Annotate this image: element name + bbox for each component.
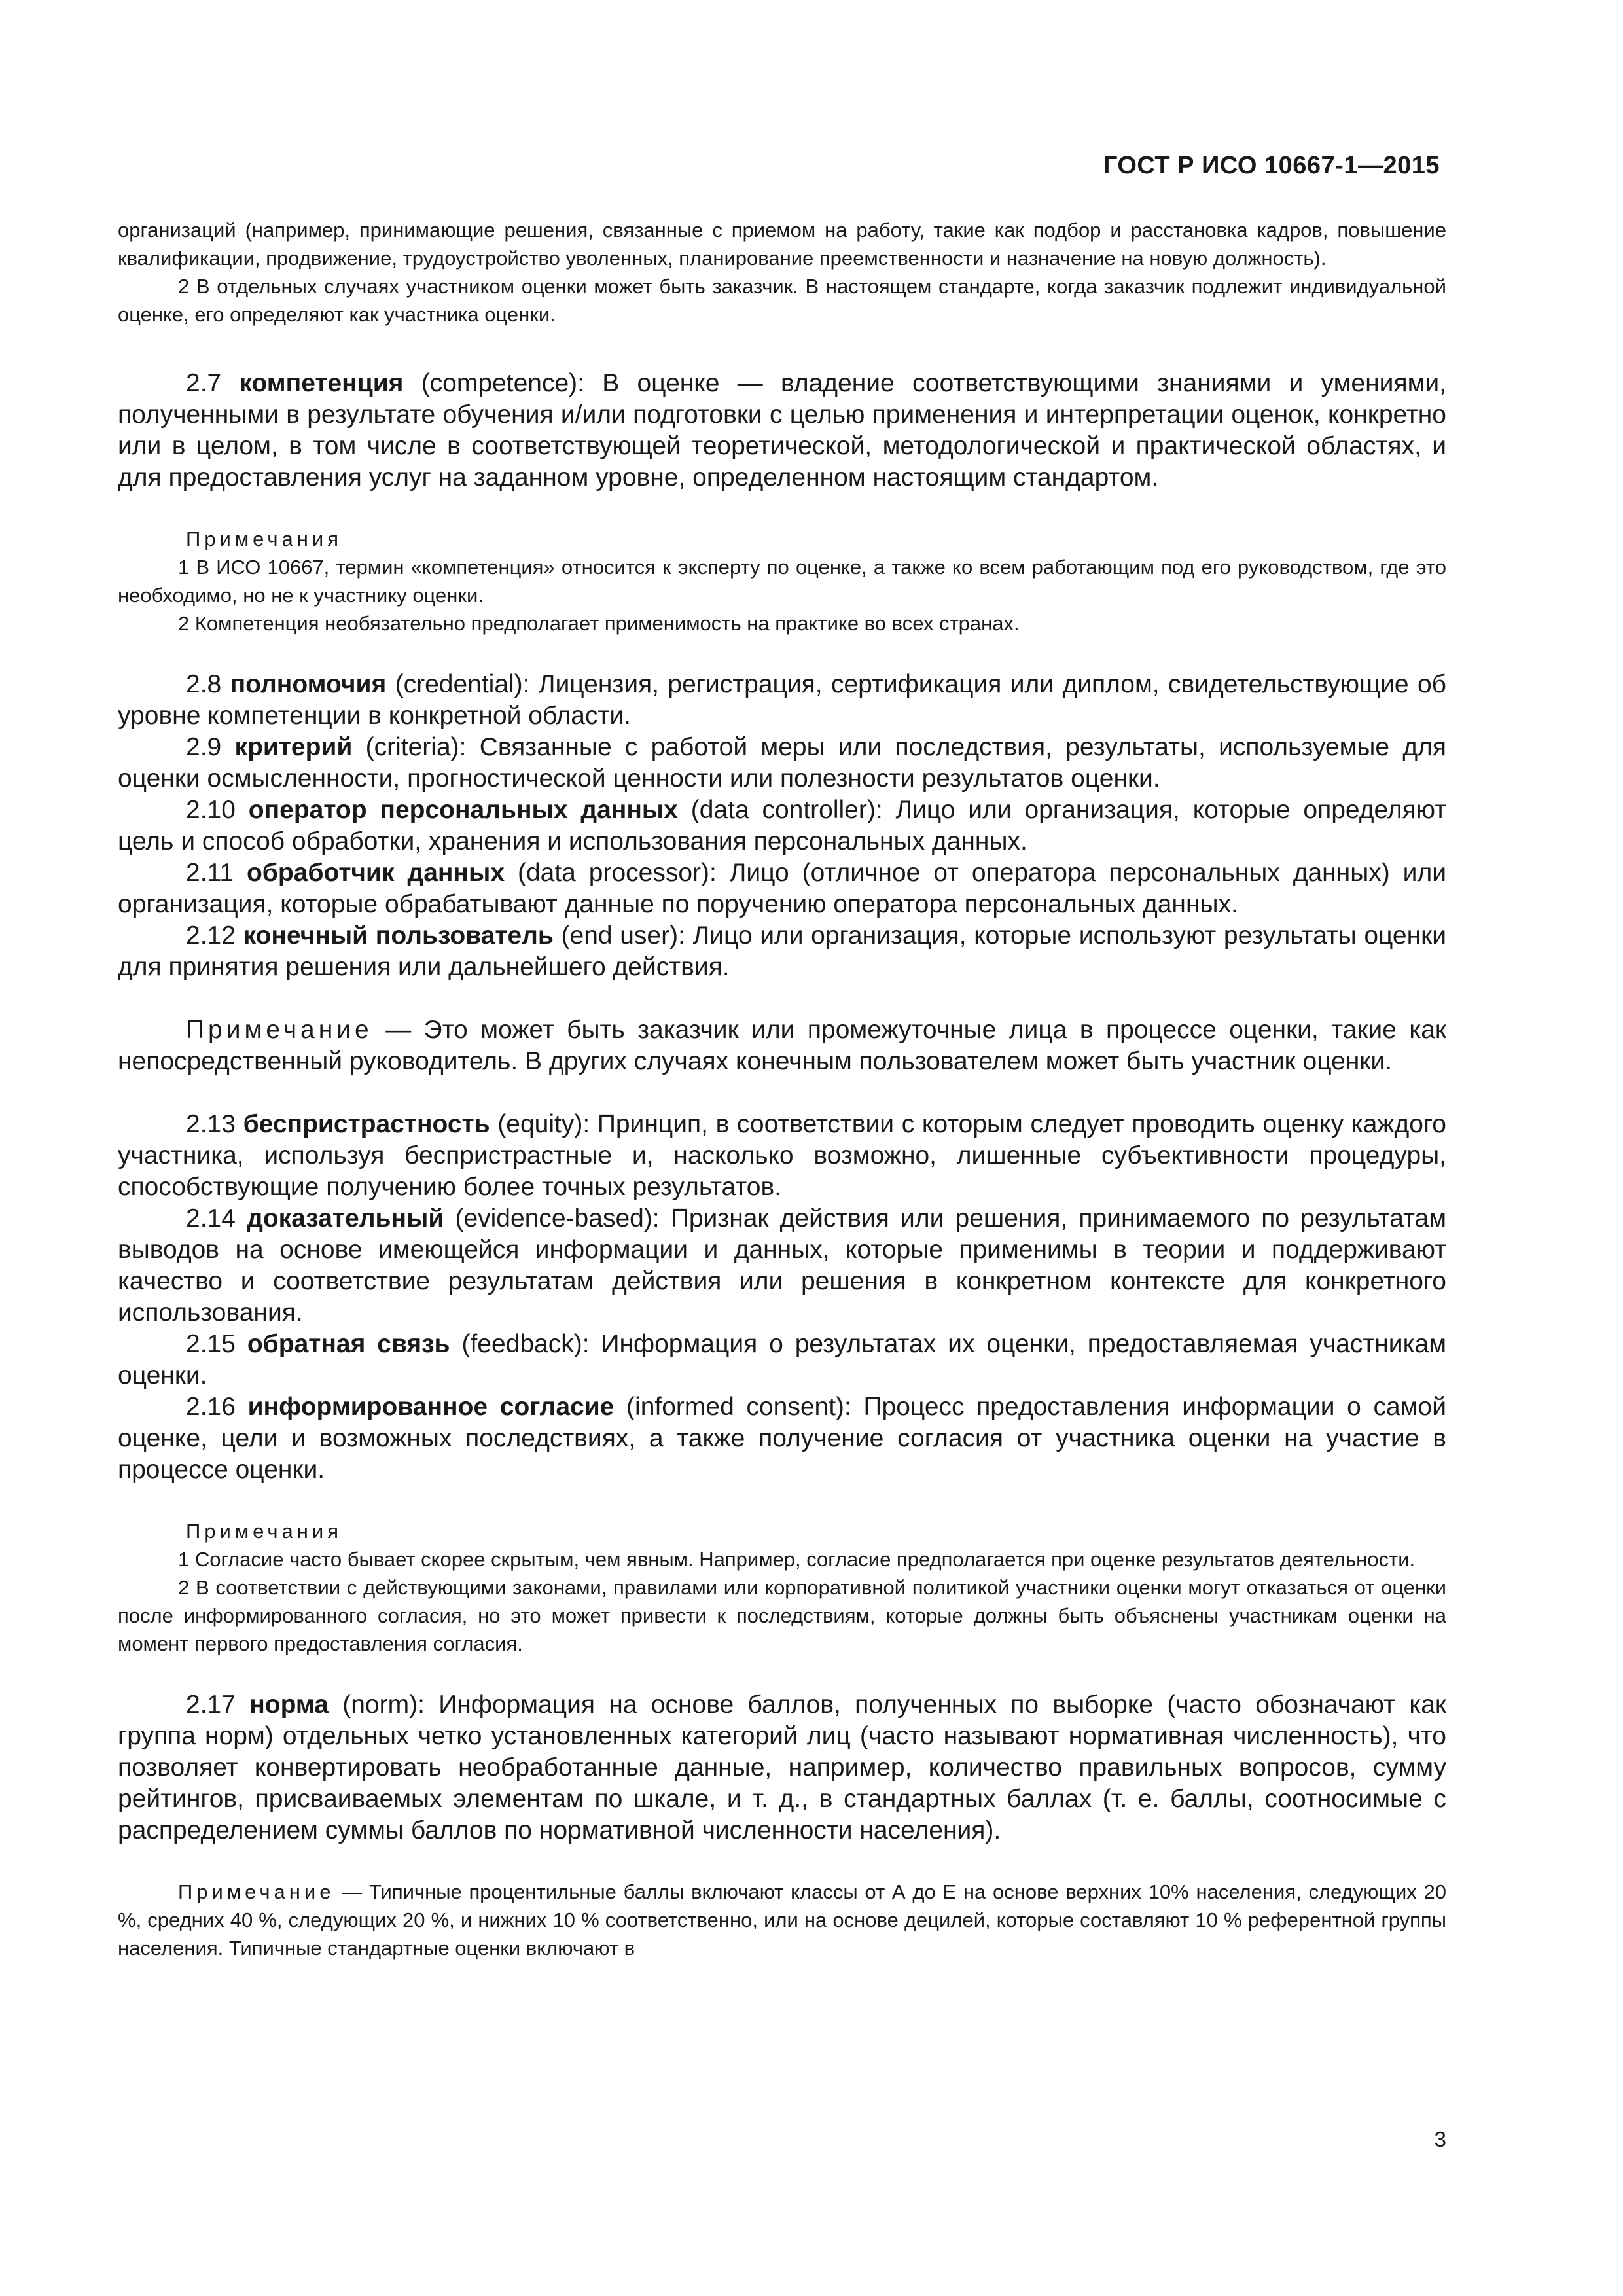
term-title: доказательный [247, 1204, 444, 1232]
term-definition: (evidence-based): Признак действия или решения, принимаемого по результатам выводов на основе имеющейся информации и данных, которые применимы в теории и поддерживают качество и соответствие результатам действия или решения в конкретном контексте для конкретного использования. [118, 1204, 1447, 1327]
term-entry-2-12 [118, 920, 1446, 983]
term-title: информированное согласие [247, 1393, 615, 1421]
term-definition: (informed consent): Процесс предоставления информации о самой оценке, цели и возможных последствиях, а также получение согласия от участника оценки на участие в процессе оценки. [118, 1393, 1446, 1484]
term-definition: (norm): Информация на основе баллов, полученных по выборке (часто обозначают как группа норм) отдельных четко установленных категорий лиц (часто называют нормативная численность), что позволяет конвертировать необработанные данные, например, количество правильных вопросов, сумму рейтингов, присваиваемых элементам по шкале, и т. д., в стандартных баллах (т. е. баллы, соотносимые с распределением суммы баллов по нормативной численности населения). [118, 1691, 1446, 1844]
term-number: 2.10 [186, 796, 236, 824]
term-entry-2-9 [118, 732, 1446, 795]
term-entry-2-16 [118, 1391, 1446, 1486]
note-body: — Это может быть заказчик или промежуточные лица в процессе оценки, такие как непосредственный руководитель. В других случаях конечным пользователем может быть участник оценки. [118, 1016, 1446, 1075]
note-body: — Типичные процентильные баллы включают классы от А до Е на основе верхних 10% населения, следующих 20 %, средних 40 %, следующих 20 %, и нижних 10 % соответственно, или на основе децилей, которые составляют 10 % референтной группы населения. Типичные стандартные оценки включают в [118, 1880, 1446, 1960]
term-entry-2-13 [118, 1109, 1446, 1203]
term-title: обработчик данных [246, 859, 505, 887]
term-title: оператор персональных данных [248, 796, 678, 824]
term-number: 2.11 [186, 859, 234, 887]
term-number: 2.17 [186, 1691, 236, 1719]
term-number: 2.16 [186, 1393, 236, 1421]
term-definition: (data processor): Лицо (отличное от оператора персональных данных) или организация, которые обрабатывают данные по поручению оператора персональных данных. [118, 859, 1446, 918]
term-title: беспристрастность [243, 1110, 490, 1138]
page-content [118, 216, 1446, 1962]
term-entry-2-14 [118, 1203, 1446, 1329]
term-definition: (data controller): Лицо или организация, которые определяют цель и способ обработки, хранения и использования персональных данных. [118, 796, 1447, 855]
page-number: 3 [1434, 2127, 1446, 2151]
notes-heading: Примечания [186, 528, 342, 550]
term-number: 2.14 [186, 1204, 236, 1232]
term-title: норма [249, 1691, 329, 1719]
term-definition: (end user): Лицо или организация, которые используют результаты оценки для принятия решения или дальнейшего действия. [118, 922, 1446, 981]
note-continuation: организаций (например, принимающие решения, связанные с приемом на работу, такие как подбор и расстановка кадров, повышение квалификации, продвижение, трудоустройство уволенных, планирование преемственности и назначение на новую должность). [118, 219, 1446, 270]
term-number: 2.8 [186, 670, 222, 698]
note-paragraph: 2 В отдельных случаях участником оценки может быть заказчик. В настоящем стандарте, когда заказчик подлежит индивидуальной оценке, его определяют как участника оценки. [118, 275, 1446, 326]
term-entry-2-10 [118, 795, 1446, 857]
term-entry-2-15 [118, 1329, 1446, 1391]
term-note-2-17 [118, 1878, 1446, 1962]
term-definition: (criteria): Связанные с работой меры или последствия, результаты, используемые для оценки осмысленности, прогностической ценности или полезности результатов оценки. [118, 733, 1446, 793]
term-title: компетенция [239, 369, 404, 397]
term-definition: (credential): Лицензия, регистрация, сертификация или диплом, свидетельствующие об уровне компетенции в конкретной области. [118, 670, 1446, 730]
note-paragraph: 2 Компетенция необязательно предполагает применимость на практике во всех странах. [178, 612, 1020, 635]
term-definition: (feedback): Информация о результатах их оценки, предоставляемая участникам оценки. [118, 1330, 1447, 1390]
term-definition: (competence): В оценке — владение соответствующими знаниями и умениями, полученными в результате обучения и/или подготовки с целью применения и интерпретации оценок, конкретно или в целом, в том числе в соответствующей теоретической, методологической и практической областях, и для предоставления услуг на заданном уровне, определенном настоящим стандартом. [118, 369, 1447, 492]
term-number: 2.9 [186, 733, 222, 761]
term-number: 2.7 [186, 369, 222, 397]
document-header: ГОСТ Р ИСО 10667-1—2015 [1103, 152, 1440, 179]
term-entry-2-8 [118, 669, 1446, 732]
term-entry-2-11 [118, 857, 1446, 920]
note-paragraph: 1 В ИСО 10667, термин «компетенция» относится к эксперту по оценке, а также ко всем работающим под его руководством, где это необходимо, но не к участнику оценки. [118, 556, 1446, 607]
term-title: конечный пользователь [243, 922, 554, 950]
term-title: обратная связь [247, 1330, 450, 1358]
notes-heading: Примечания [186, 1520, 342, 1543]
term-number: 2.13 [186, 1110, 236, 1138]
term-entry-2-7 [118, 368, 1446, 493]
term-note-2-12 [118, 1014, 1446, 1077]
term-title: критерий [234, 733, 353, 761]
term-number: 2.12 [186, 922, 236, 950]
note-label: Примечание [178, 1880, 335, 1903]
term-title: полномочия [230, 670, 387, 698]
term-definition: (equity): Принцип, в соответствии с которым следует проводить оценку каждого участника, используя беспристрастные и, насколько возможно, лишенные субъективности процедуры, способствующие получению более точных результатов. [118, 1110, 1446, 1201]
note-paragraph: 2 В соответствии с действующими законами, правилами или корпоративной политикой участники оценки могут отказаться от оценки после информированного согласия, но это может привести к последствиям, которые должны быть объяснены участникам оценки на момент первого предоставления согласия. [118, 1576, 1446, 1655]
note-label: Примечание [186, 1016, 373, 1044]
term-number: 2.15 [186, 1330, 236, 1358]
note-paragraph: 1 Согласие часто бывает скорее скрытым, чем явным. Например, согласие предполагается при оценке результатов деятельности. [178, 1548, 1416, 1571]
term-entry-2-17 [118, 1689, 1446, 1846]
